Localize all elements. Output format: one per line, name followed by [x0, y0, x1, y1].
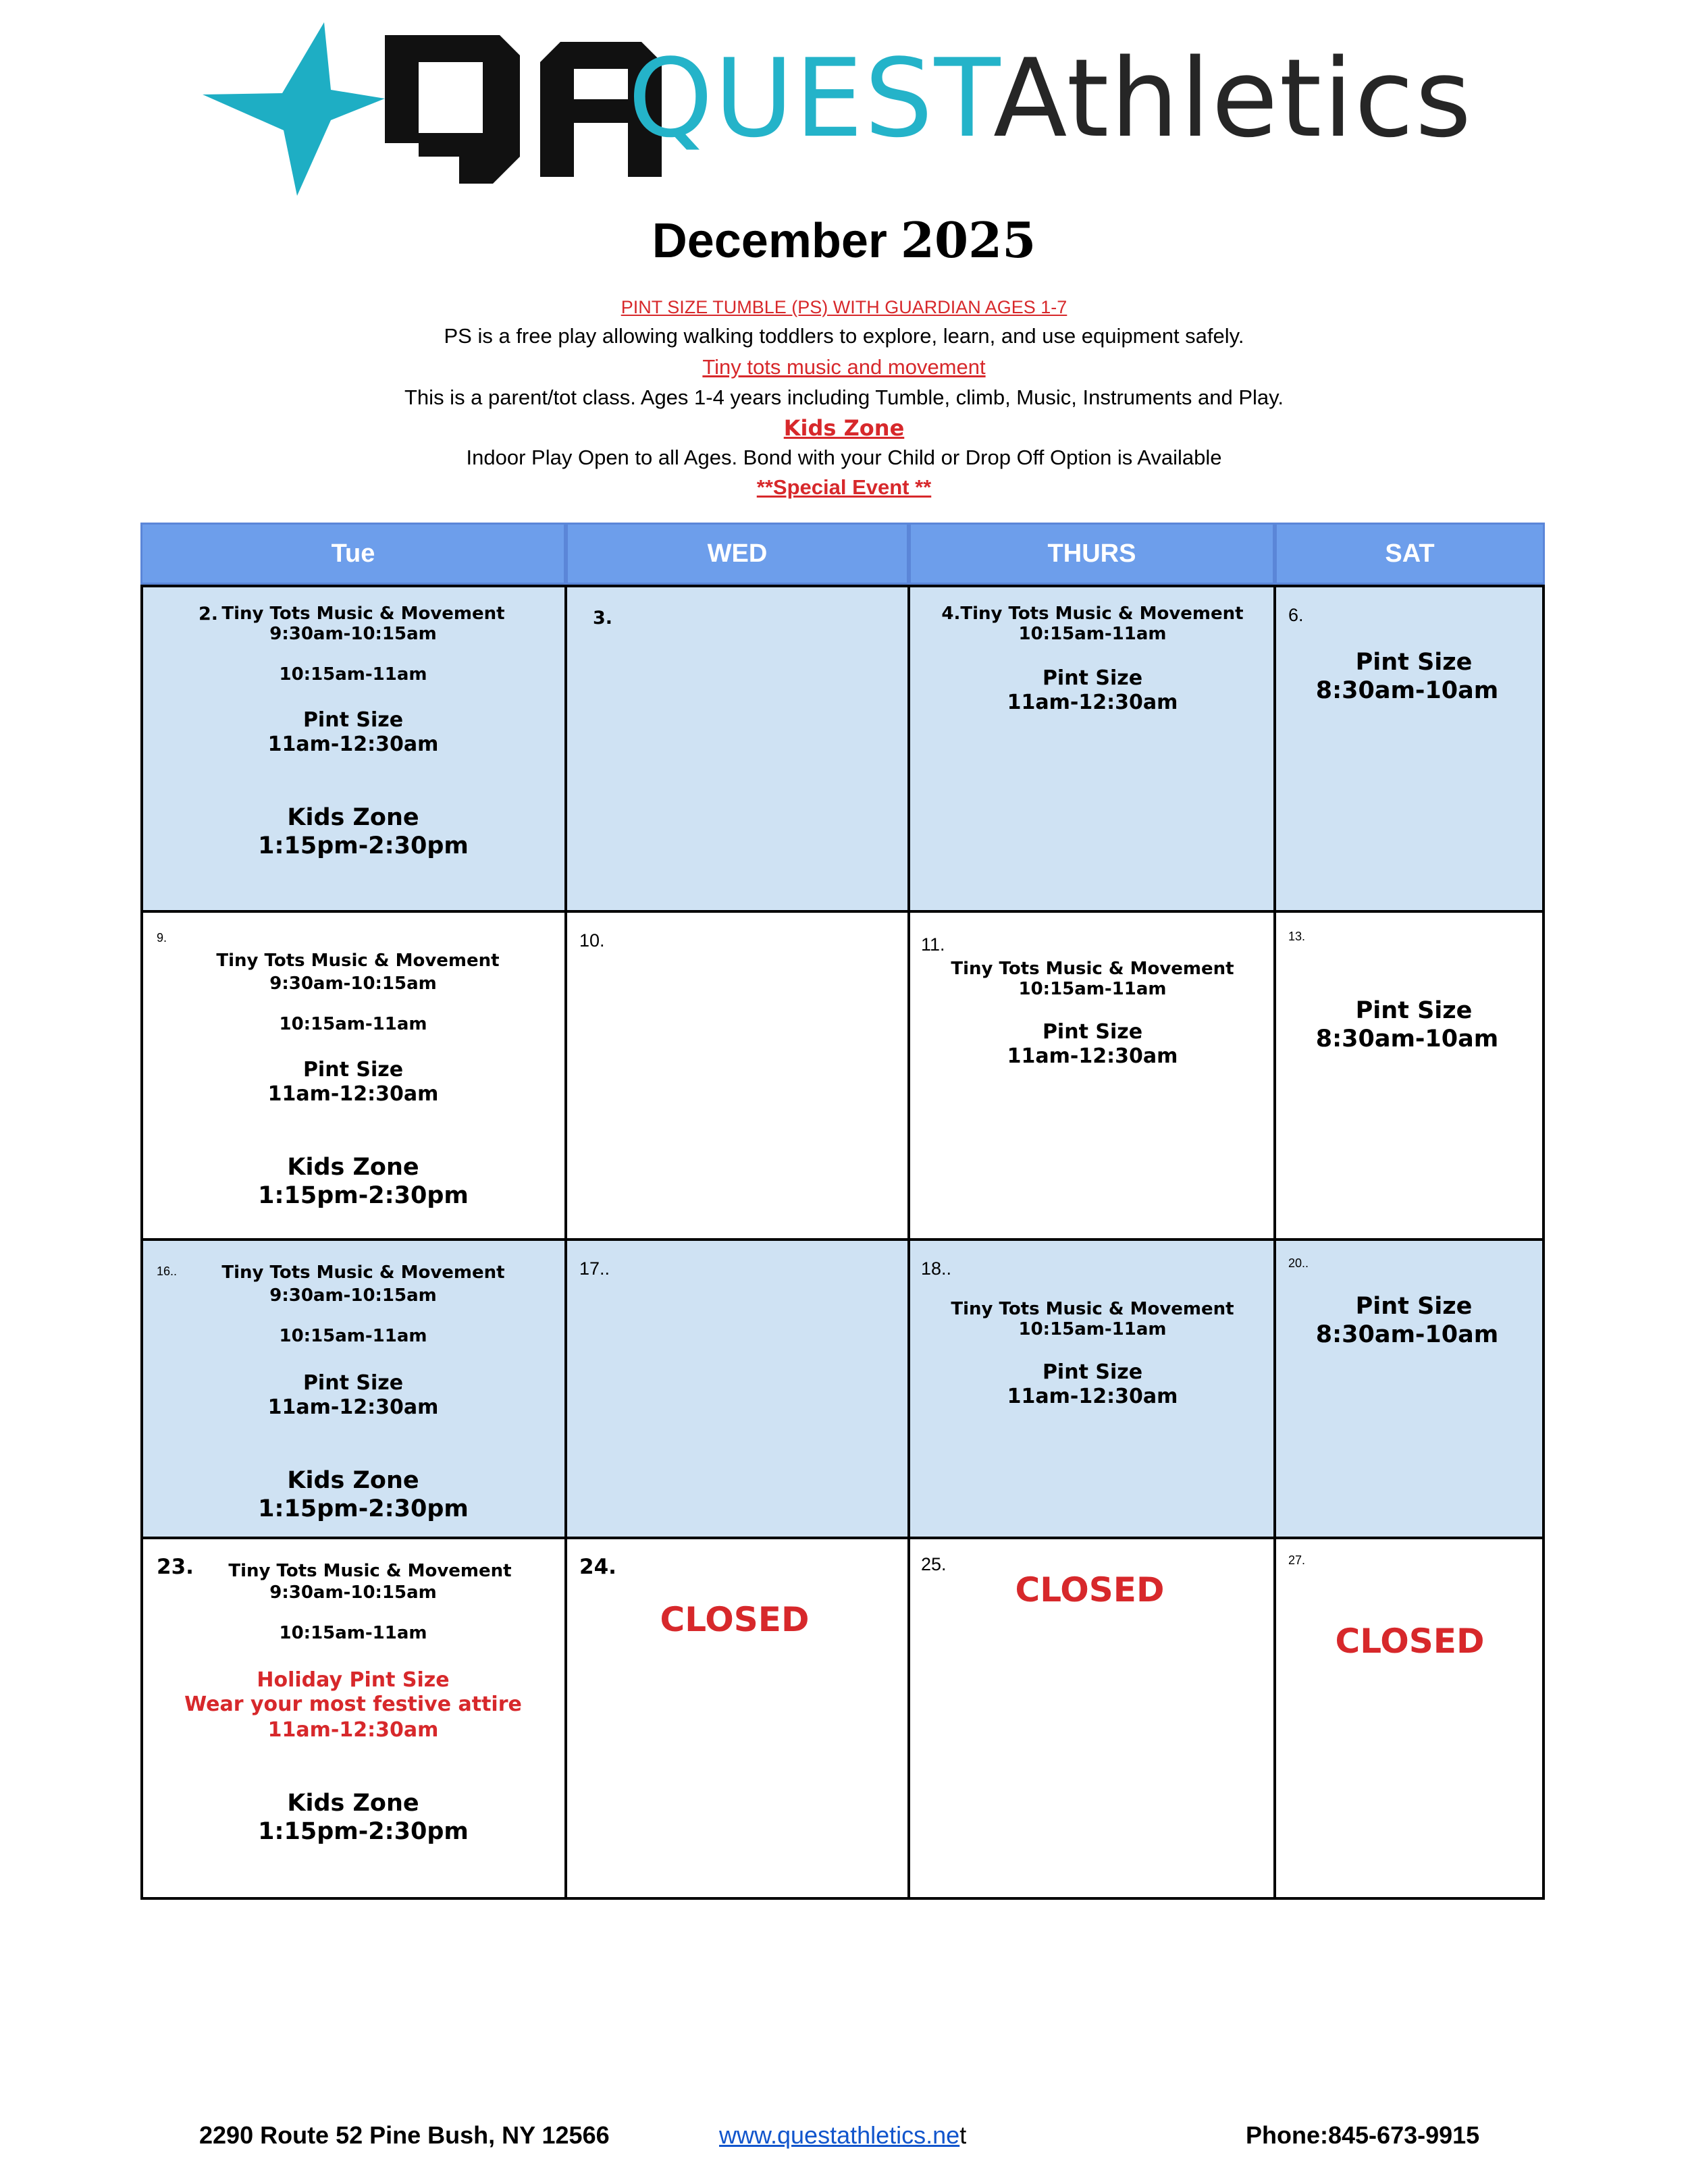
tiny-tots-time: 10:15am-11am — [279, 1623, 427, 1643]
date-number: 9. — [157, 931, 167, 944]
tiny-tots-time: 10:15am-11am — [1018, 624, 1167, 644]
tiny-tots-label: Tiny Tots Music & Movement — [228, 1561, 512, 1581]
special-event-label: **Special Event ** — [756, 475, 932, 499]
kids-zone-label: Kids Zone — [287, 804, 419, 831]
pint-size-time: 11am-12:30am — [267, 1082, 439, 1106]
website-tail: t — [959, 2121, 967, 2149]
date-number: 18.. — [921, 1258, 952, 1279]
kids-zone-label: Kids Zone — [287, 1467, 419, 1494]
pint-size-time: 11am-12:30am — [267, 733, 439, 756]
pint-size-heading: PINT SIZE TUMBLE (PS) WITH GUARDIAN AGES 1-7 — [621, 297, 1067, 317]
star-icon — [196, 19, 385, 201]
pint-size-time: 8:30am-10am — [1315, 1321, 1499, 1348]
tiny-tots-time: 9:30am-10:15am — [269, 624, 437, 644]
tiny-tots-time: 10:15am-11am — [1018, 1319, 1167, 1339]
date-number: 6. — [1288, 605, 1304, 625]
tiny-tots-heading: Tiny tots music and movement — [702, 355, 986, 379]
holiday-attire-note: Wear your most festive attire — [184, 1693, 522, 1716]
date-number: 3. — [593, 608, 613, 629]
kids-zone-heading: Kids Zone — [783, 415, 905, 441]
tiny-tots-label: Tiny Tots Music & Movement — [221, 604, 505, 624]
pint-size-label: Pint Size — [302, 1371, 404, 1395]
pint-size-description: PS is a free play allowing walking toddlers to explore, learn, and use equipment safely. — [444, 324, 1244, 348]
kids-zone-label: Kids Zone — [287, 1154, 419, 1181]
column-divider — [1273, 585, 1276, 1900]
date-number: 24. — [579, 1555, 616, 1579]
footer-phone: Phone:845-673-9915 — [1246, 2121, 1480, 2149]
date-number: 13. — [1288, 930, 1306, 943]
pint-size-label: Pint Size — [302, 1058, 404, 1082]
holiday-pint-size-time: 11am-12:30am — [267, 1718, 439, 1742]
pint-size-label: Pint Size — [1042, 1360, 1143, 1384]
column-divider — [907, 585, 910, 1900]
footer-address: 2290 Route 52 Pine Bush, NY 12566 — [199, 2121, 610, 2149]
pint-size-label: Pint Size — [302, 708, 404, 732]
closed-label: CLOSED — [660, 1600, 810, 1639]
closed-label: CLOSED — [1015, 1570, 1165, 1609]
header-sat: SAT — [1275, 523, 1545, 585]
date-number: 16.. — [157, 1264, 178, 1278]
date-number: 23. — [157, 1555, 194, 1579]
calendar-grid — [140, 523, 1545, 1900]
tiny-tots-time: 10:15am-11am — [1018, 979, 1167, 999]
tiny-tots-time: 9:30am-10:15am — [269, 1582, 437, 1603]
pint-size-time: 11am-12:30am — [1007, 1385, 1178, 1408]
kids-zone-label: Kids Zone — [287, 1790, 419, 1817]
tiny-tots-label: Tiny Tots Music & Movement — [216, 951, 500, 971]
kids-zone-time: 1:15pm-2:30pm — [258, 832, 469, 859]
pint-size-label: Pint Size — [1355, 997, 1473, 1024]
tiny-tots-time: 10:15am-11am — [279, 664, 427, 685]
title-month: December — [652, 214, 887, 268]
tiny-tots-time: 9:30am-10:15am — [269, 974, 437, 994]
tiny-tots-description: This is a parent/tot class. Ages 1-4 years including Tumble, climb, Music, Instruments and Play. — [404, 385, 1284, 409]
pint-size-time: 11am-12:30am — [267, 1395, 439, 1419]
kids-zone-time: 1:15pm-2:30pm — [258, 1182, 469, 1209]
page-title — [0, 211, 1688, 269]
pint-size-label: Pint Size — [1355, 1293, 1473, 1320]
date-number: 11. — [921, 934, 945, 955]
logo-athletics-text: Athletics — [993, 35, 1473, 161]
header-tue: Tue — [140, 523, 566, 585]
tiny-tots-label: Tiny Tots Music & Movement — [951, 1299, 1234, 1319]
holiday-pint-size-label: Holiday Pint Size — [257, 1668, 450, 1692]
title-year: 2025 — [900, 211, 1036, 269]
tiny-tots-time: 10:15am-11am — [279, 1326, 427, 1346]
header-wed: WED — [566, 523, 909, 585]
date-number: 2. — [199, 604, 219, 624]
logo-wordmark — [628, 35, 1473, 161]
website-link[interactable]: www.questathletics.ne — [719, 2121, 960, 2149]
quest-athletics-logo — [196, 19, 1473, 201]
footer-website — [719, 2123, 966, 2148]
date-number: 10. — [579, 930, 605, 951]
header-thurs: THURS — [909, 523, 1275, 585]
date-number: 20.. — [1288, 1256, 1309, 1270]
column-divider — [564, 585, 567, 1900]
date-number: 27. — [1288, 1553, 1306, 1567]
pint-size-time: 8:30am-10am — [1315, 1026, 1499, 1053]
kids-zone-time: 1:15pm-2:30pm — [258, 1818, 469, 1845]
tiny-tots-time: 10:15am-11am — [279, 1014, 427, 1034]
tiny-tots-time: 9:30am-10:15am — [269, 1285, 437, 1306]
date-number: 25. — [921, 1554, 947, 1574]
tiny-tots-label: 4.Tiny Tots Music & Movement — [941, 604, 1244, 624]
tiny-tots-label: Tiny Tots Music & Movement — [221, 1262, 505, 1283]
kids-zone-description: Indoor Play Open to all Ages. Bond with your Child or Drop Off Option is Available — [466, 446, 1222, 469]
pint-size-label: Pint Size — [1042, 666, 1143, 690]
closed-label: CLOSED — [1335, 1622, 1485, 1661]
logo-quest-text: QUEST — [628, 35, 994, 161]
pint-size-label: Pint Size — [1355, 649, 1473, 676]
pint-size-time: 11am-12:30am — [1007, 1044, 1178, 1068]
date-number: 17.. — [579, 1258, 610, 1279]
pint-size-time: 8:30am-10am — [1315, 677, 1499, 704]
pint-size-time: 11am-12:30am — [1007, 691, 1178, 714]
kids-zone-time: 1:15pm-2:30pm — [258, 1495, 469, 1522]
pint-size-label: Pint Size — [1042, 1020, 1143, 1044]
tiny-tots-label: Tiny Tots Music & Movement — [951, 959, 1234, 979]
